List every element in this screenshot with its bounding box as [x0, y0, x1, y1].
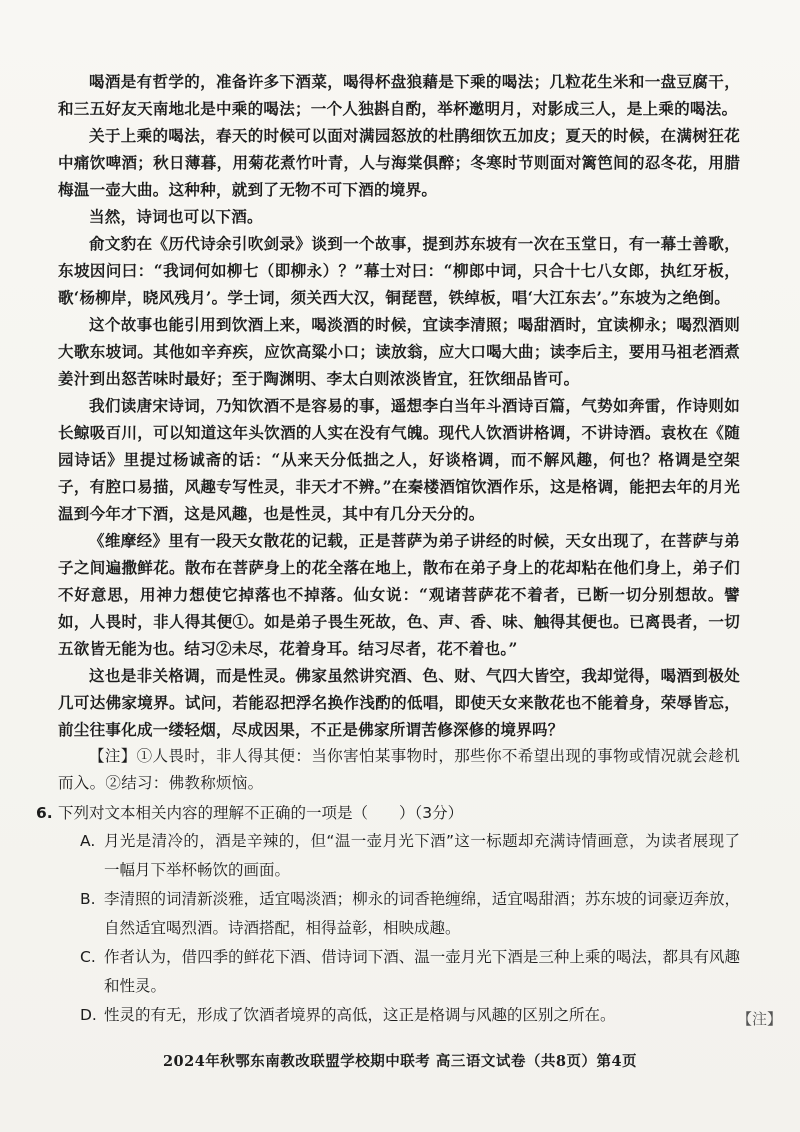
option-text: 李清照的词清新淡雅，适宜喝淡酒；柳永的词香艳缠绵，适宜喝甜酒；苏东坡的词豪迈奔放，自然适宜喝烈酒。诗酒搭配，相得益彰，相映成趣。: [104, 890, 740, 937]
option-letter: D.: [80, 1006, 97, 1024]
option-d: [58, 1001, 740, 1030]
option-text: 作者认为，借四季的鲜花下酒、借诗词下酒、温一壶月光下酒是三种上乘的喝法，都具有风趣和性灵。: [104, 948, 740, 995]
passage-footnote: 【注】①人畏时，非人得其便：当你害怕某事物时，那些你不希望出现的事物或情况就会趁机而入。②结习：佛教称烦恼。: [58, 747, 740, 792]
option-c: [58, 943, 740, 1001]
passage-paragraph-2: 关于上乘的喝法，春天的时候可以面对满园怒放的杜鹃细饮五加皮；夏天的时候，在满树狂花中痛饮啤酒；秋日薄暮，用菊花煮竹叶青，人与海棠俱醉；冬寒时节则面对篱笆间的忍冬花，用腊梅温一壶大曲。这种种，就到了无物不可下酒的境界。: [58, 126, 740, 199]
option-b: [58, 885, 740, 943]
question-text: 下列对文本相关内容的理解不正确的一项是（ ）（3分）: [58, 804, 464, 822]
passage-paragraph-7: 《维摩经》里有一段天女散花的记载，正是菩萨为弟子讲经的时候，天女出现了，在菩萨与弟子之间遍撒鲜花。散布在菩萨身上的花全落在地上，散布在弟子身上的花却粘在他们身上，弟子们不好意思，用神力想使它掉落也不掉落。仙女说：“观诸菩萨花不着者，已断一切分别想故。譬如，人畏时，非人得其便①。如是弟子畏生死故，色、声、香、味、触得其便也。已离畏者，一切五欲皆无能为也。结习②未尽，花着身耳。结习尽者，花不着也。”: [58, 531, 740, 658]
passage-area: [36, 68, 740, 1030]
passage-paragraph-3: 当然，诗词也可以下酒。: [89, 207, 263, 226]
option-text: 性灵的有无，形成了饮酒者境界的高低，这正是格调与风趣的区别之所在。: [104, 1006, 616, 1024]
passage-paragraph-6: 我们读唐宋诗词，乃知饮酒不是容易的事，遥想李白当年斗酒诗百篇，气势如奔雷，作诗则如长鲸吸百川，可以知道这年头饮酒的人实在没有气魄。现代人饮酒讲格调，不讲诗酒。袁枚在《随园诗话》里提过杨诚斋的话：“从来天分低拙之人，好谈格调，而不解风趣，何也？格调是空架子，有腔口易描，风趣专写性灵，非天才不辨。”在秦楼酒馆饮酒作乐，这是格调，能把去年的月光温到今年才下酒，这是风趣，也是性灵，其中有几分天分的。: [58, 396, 740, 523]
option-text: 月光是清冷的，酒是辛辣的，但“温一壶月光下酒”这一标题却充满诗情画意，为读者展现了一幅月下举杯畅饮的画面。: [104, 832, 740, 879]
question-stem: [36, 799, 740, 827]
question-6: [36, 799, 740, 1030]
passage-paragraph-5: 这个故事也能引用到饮酒上来，喝淡酒的时候，宜读李清照；喝甜酒时，宜读柳永；喝烈酒则大歌东坡词。其他如辛弃疾，应饮高粱小口；读放翁，应大口喝大曲；读李后主，要用马祖老酒煮姜汁到出怒苦味时最好；至于陶渊明、李太白则浓淡皆宜，狂饮细品皆可。: [58, 315, 740, 388]
passage-paragraph-4: 俞文豹在《历代诗余引吹剑录》谈到一个故事，提到苏东坡有一次在玉堂日，有一幕士善歌，东坡因问曰：“我词何如柳七（即柳永）？”幕士对曰：“柳郎中词，只合十七八女郎，执红牙板，歌‘杨柳岸，晓风残月’。学士词，须关西大汉，铜琵琶，铁绰板，唱‘大江东去’。”东坡为之绝倒。: [58, 234, 740, 307]
option-letter: A.: [80, 832, 96, 850]
margin-note-mark: 【注】: [736, 1010, 782, 1028]
passage-paragraph-8: 这也是非关格调，而是性灵。佛家虽然讲究酒、色、财、气四大皆空，我却觉得，喝酒到极处几可达佛家境界。试问，若能忍把浮名换作浅酌的低唱，即使天女来散花也不能着身，荣辱皆忘，前尘往事化成一缕轻烟，尽成因果，不正是佛家所谓苦修深修的境界吗？: [58, 666, 740, 739]
option-letter: B.: [80, 890, 96, 908]
question-number: 6.: [36, 804, 53, 822]
option-a: [58, 827, 740, 885]
passage-paragraph-1: 喝酒是有哲学的，准备许多下酒菜，喝得杯盘狼藉是下乘的喝法；几粒花生米和一盘豆腐干，和三五好友天南地北是中乘的喝法；一个人独斟自酌，举杯邀明月，对影成三人，是上乘的喝法。: [58, 72, 740, 118]
option-letter: C.: [80, 948, 96, 966]
page-footer: 2024年秋鄂东南教改联盟学校期中联考 高三语文试卷（共8页）第4页: [162, 1053, 638, 1070]
